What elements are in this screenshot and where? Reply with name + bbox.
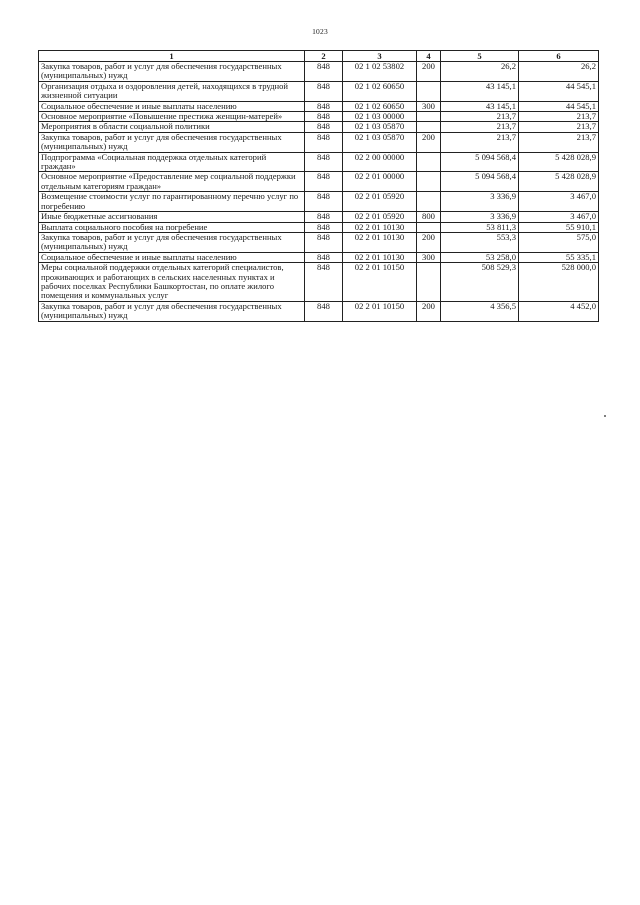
cell-target-article: 02 2 00 00000 xyxy=(343,152,417,172)
cell-amount-year-1: 553,3 xyxy=(441,232,519,252)
cell-name: Основное мероприятие «Повышение престижа женщин-матерей» xyxy=(39,112,305,122)
cell-amount-year-1: 3 336,9 xyxy=(441,192,519,212)
cell-amount-year-2: 575,0 xyxy=(519,232,599,252)
cell-target-article: 02 1 03 05870 xyxy=(343,132,417,152)
cell-name: Социальное обеспечение и иные выплаты населению xyxy=(39,252,305,262)
cell-expense-type xyxy=(417,112,441,122)
table-row xyxy=(39,263,599,302)
cell-target-article: 02 2 01 00000 xyxy=(343,172,417,192)
header-col-5: 5 xyxy=(441,51,519,62)
cell-amount-year-2: 213,7 xyxy=(519,112,599,122)
cell-ministry-code: 848 xyxy=(305,132,343,152)
cell-name: Закупка товаров, работ и услуг для обеспечения государственных (муниципальных) нужд xyxy=(39,232,305,252)
cell-name: Социальное обеспечение и иные выплаты населению xyxy=(39,101,305,111)
cell-expense-type xyxy=(417,152,441,172)
cell-amount-year-2: 55 335,1 xyxy=(519,252,599,262)
cell-amount-year-1: 213,7 xyxy=(441,122,519,132)
cell-ministry-code: 848 xyxy=(305,222,343,232)
cell-amount-year-2: 26,2 xyxy=(519,62,599,82)
cell-target-article: 02 2 01 10150 xyxy=(343,263,417,302)
cell-amount-year-1: 213,7 xyxy=(441,132,519,152)
cell-amount-year-2: 528 000,0 xyxy=(519,263,599,302)
cell-name: Выплата социального пособия на погребение xyxy=(39,222,305,232)
table-row xyxy=(39,301,599,321)
cell-expense-type xyxy=(417,81,441,101)
cell-ministry-code: 848 xyxy=(305,112,343,122)
cell-name: Подпрограмма «Социальная поддержка отдельных категорий граждан» xyxy=(39,152,305,172)
cell-expense-type xyxy=(417,192,441,212)
cell-amount-year-1: 53 811,3 xyxy=(441,222,519,232)
cell-target-article: 02 1 02 53802 xyxy=(343,62,417,82)
cell-amount-year-1: 5 094 568,4 xyxy=(441,172,519,192)
cell-name: Закупка товаров, работ и услуг для обеспечения государственных (муниципальных) нужд xyxy=(39,132,305,152)
cell-amount-year-2: 44 545,1 xyxy=(519,101,599,111)
cell-ministry-code: 848 xyxy=(305,301,343,321)
cell-name: Основное мероприятие «Предоставление мер социальной поддержки отдельным категориям граждан» xyxy=(39,172,305,192)
cell-amount-year-1: 43 145,1 xyxy=(441,101,519,111)
cell-expense-type xyxy=(417,122,441,132)
cell-expense-type: 300 xyxy=(417,101,441,111)
cell-target-article: 02 2 01 10130 xyxy=(343,232,417,252)
scan-speck xyxy=(604,415,606,417)
cell-target-article: 02 1 02 60650 xyxy=(343,81,417,101)
cell-amount-year-1: 43 145,1 xyxy=(441,81,519,101)
table-row xyxy=(39,222,599,232)
cell-amount-year-2: 55 910,1 xyxy=(519,222,599,232)
table-row xyxy=(39,172,599,192)
cell-target-article: 02 1 02 60650 xyxy=(343,101,417,111)
cell-name: Возмещение стоимости услуг по гарантированному перечню услуг по погребению xyxy=(39,192,305,212)
budget-table xyxy=(38,50,599,322)
header-col-1: 1 xyxy=(39,51,305,62)
cell-expense-type: 300 xyxy=(417,252,441,262)
page-number: 1023 xyxy=(312,27,328,36)
cell-amount-year-1: 3 336,9 xyxy=(441,212,519,222)
cell-target-article: 02 2 01 10130 xyxy=(343,222,417,232)
cell-amount-year-2: 4 452,0 xyxy=(519,301,599,321)
cell-ministry-code: 848 xyxy=(305,232,343,252)
cell-amount-year-2: 44 545,1 xyxy=(519,81,599,101)
cell-expense-type: 200 xyxy=(417,301,441,321)
cell-target-article: 02 1 03 00000 xyxy=(343,112,417,122)
cell-amount-year-1: 53 258,0 xyxy=(441,252,519,262)
cell-name: Организация отдыха и оздоровления детей, находящихся в трудной жизненной ситуации xyxy=(39,81,305,101)
cell-expense-type: 200 xyxy=(417,232,441,252)
cell-expense-type xyxy=(417,222,441,232)
cell-expense-type: 200 xyxy=(417,132,441,152)
table-row xyxy=(39,132,599,152)
cell-amount-year-1: 26,2 xyxy=(441,62,519,82)
cell-name: Мероприятия в области социальной политики xyxy=(39,122,305,132)
cell-name: Закупка товаров, работ и услуг для обеспечения государственных (муниципальных) нужд xyxy=(39,62,305,82)
cell-name: Иные бюджетные ассигнования xyxy=(39,212,305,222)
cell-amount-year-2: 213,7 xyxy=(519,132,599,152)
cell-amount-year-1: 213,7 xyxy=(441,112,519,122)
cell-ministry-code: 848 xyxy=(305,212,343,222)
cell-ministry-code: 848 xyxy=(305,172,343,192)
cell-expense-type: 200 xyxy=(417,62,441,82)
cell-amount-year-1: 4 356,5 xyxy=(441,301,519,321)
table-row xyxy=(39,192,599,212)
header-col-6: 6 xyxy=(519,51,599,62)
cell-ministry-code: 848 xyxy=(305,101,343,111)
cell-amount-year-2: 5 428 028,9 xyxy=(519,172,599,192)
cell-expense-type xyxy=(417,172,441,192)
table-row xyxy=(39,122,599,132)
cell-expense-type xyxy=(417,263,441,302)
cell-target-article: 02 2 01 10130 xyxy=(343,252,417,262)
cell-target-article: 02 2 01 05920 xyxy=(343,212,417,222)
header-col-4: 4 xyxy=(417,51,441,62)
table-row xyxy=(39,62,599,82)
cell-ministry-code: 848 xyxy=(305,252,343,262)
cell-ministry-code: 848 xyxy=(305,122,343,132)
table-header-row xyxy=(39,51,599,62)
table-row xyxy=(39,152,599,172)
cell-amount-year-2: 3 467,0 xyxy=(519,212,599,222)
table-row xyxy=(39,81,599,101)
cell-name: Меры социальной поддержки отдельных категорий специалистов, проживающих и работающих в сельских населенных пунктах и рабочих поселках Республики Башкортостан, по оплате жилого помещения и коммунальных услуг xyxy=(39,263,305,302)
cell-ministry-code: 848 xyxy=(305,62,343,82)
cell-ministry-code: 848 xyxy=(305,152,343,172)
header-col-2: 2 xyxy=(305,51,343,62)
cell-expense-type: 800 xyxy=(417,212,441,222)
cell-amount-year-1: 508 529,3 xyxy=(441,263,519,302)
table-row xyxy=(39,232,599,252)
table-row xyxy=(39,112,599,122)
cell-target-article: 02 2 01 05920 xyxy=(343,192,417,212)
cell-target-article: 02 2 01 10150 xyxy=(343,301,417,321)
table-row xyxy=(39,212,599,222)
cell-amount-year-1: 5 094 568,4 xyxy=(441,152,519,172)
cell-target-article: 02 1 03 05870 xyxy=(343,122,417,132)
cell-ministry-code: 848 xyxy=(305,263,343,302)
cell-ministry-code: 848 xyxy=(305,81,343,101)
cell-amount-year-2: 213,7 xyxy=(519,122,599,132)
cell-amount-year-2: 3 467,0 xyxy=(519,192,599,212)
cell-ministry-code: 848 xyxy=(305,192,343,212)
cell-amount-year-2: 5 428 028,9 xyxy=(519,152,599,172)
header-col-3: 3 xyxy=(343,51,417,62)
cell-name: Закупка товаров, работ и услуг для обеспечения государственных (муниципальных) нужд xyxy=(39,301,305,321)
table-row xyxy=(39,252,599,262)
table-row xyxy=(39,101,599,111)
